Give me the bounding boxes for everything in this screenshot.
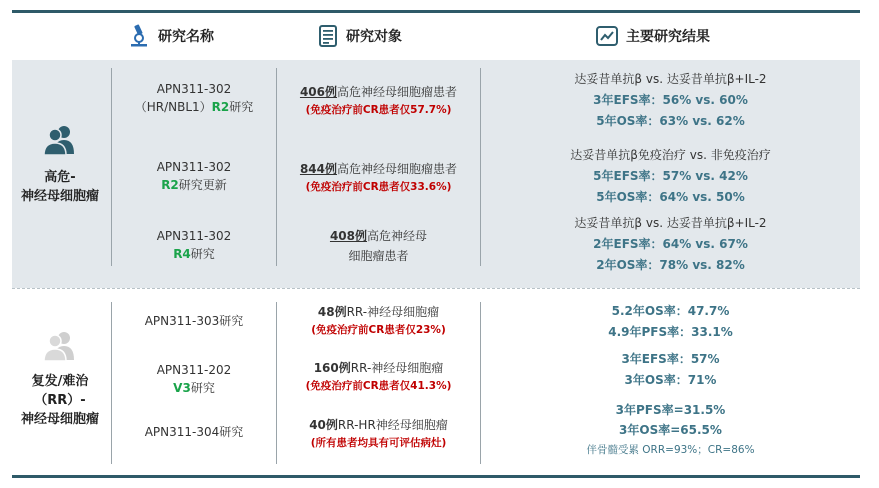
result-value: 3年EFS率：57%: [621, 352, 720, 366]
subject-text: RR-神经母细胞瘤: [346, 305, 440, 319]
result-value: 5.2年OS率：47.7%: [611, 304, 730, 318]
result-value: 3年OS率：71%: [624, 373, 717, 387]
study-name: [112, 80, 276, 116]
study-line: APN311-302: [156, 160, 232, 174]
subject-line: [277, 416, 480, 434]
subject-note: (所有患者均具有可评估病灶): [310, 437, 447, 449]
result-title: 达妥昔单抗β免疫治疗 vs. 非免疫治疗: [570, 148, 771, 162]
study-line: [112, 245, 276, 263]
study-subject: [277, 303, 480, 339]
result-value: 3年PFS率=31.5%: [615, 403, 726, 417]
result-value: 5年OS率：63% vs. 62%: [596, 114, 745, 128]
study-subject: [277, 227, 480, 265]
subject-line: [277, 359, 480, 377]
bottom-rule: [12, 475, 860, 478]
top-rule: [12, 10, 860, 13]
subject-text: RR-HR神经母细胞瘤: [337, 418, 448, 432]
study-results: [481, 69, 860, 132]
study-results: [481, 349, 860, 391]
header-main-results-label: 主要研究结果: [626, 29, 710, 45]
chart-icon: [596, 25, 618, 47]
study-line: APN311-302: [156, 229, 232, 243]
result-value: 5年OS率：64% vs. 50%: [596, 190, 745, 204]
study-line: APN311-303研究: [144, 314, 244, 328]
subject-note: (免疫治疗前CR患者仅33.6%): [305, 181, 452, 193]
study-results: [481, 400, 860, 460]
header-study-name-label: 研究名称: [158, 29, 214, 45]
study-line: [112, 379, 276, 397]
study-line-suffix: 研究更新: [178, 178, 227, 192]
subject-note: (免疫治疗前CR患者仅41.3%): [305, 380, 452, 392]
result-title: 达妥昔单抗β vs. 达妥昔单抗β+IL-2: [574, 72, 767, 86]
study-name: [112, 158, 276, 194]
microscope-icon: [128, 24, 150, 48]
study-results: [481, 213, 860, 276]
subject-text: 高危神经母细胞瘤患者: [337, 162, 458, 176]
study-arm-label: R4: [173, 247, 191, 261]
study-line: APN311-202: [156, 363, 232, 377]
group-relapsed-refractory: [12, 330, 108, 429]
study-line: APN311-304研究: [144, 425, 244, 439]
result-value: 2年EFS率：64% vs. 67%: [593, 237, 748, 251]
group-label: 神经母细胞瘤: [20, 412, 99, 427]
study-arm-label: R2: [161, 178, 179, 192]
study-line: [112, 176, 276, 194]
person-group-icon: [42, 124, 78, 156]
subject-count: 160例: [313, 361, 351, 375]
study-name: [112, 361, 276, 397]
subject-line: [277, 303, 480, 321]
result-value: 2年OS率：78% vs. 82%: [596, 258, 745, 272]
study-subject: [277, 416, 480, 452]
subject-text: 细胞瘤患者: [348, 249, 409, 263]
study-results: [481, 145, 860, 208]
study-line-suffix: 研究: [190, 247, 215, 261]
study-subject: [277, 359, 480, 395]
study-line-suffix: 研究: [229, 100, 254, 114]
subject-count: 408例: [329, 229, 368, 243]
subject-count: 844例: [299, 162, 338, 176]
subject-line: [277, 227, 480, 245]
header-main-results: [596, 14, 710, 58]
header-study-name: [128, 14, 214, 58]
result-note: 伴骨髓受累 ORR=93%；CR=86%: [586, 444, 755, 456]
subject-note: (免疫治疗前CR患者仅57.7%): [305, 104, 452, 116]
group-label: （RR）-: [34, 393, 86, 408]
subject-note: (免疫治疗前CR患者仅23%): [311, 324, 446, 336]
result-value: 3年OS率=65.5%: [619, 423, 722, 437]
study-name: [112, 312, 276, 330]
result-title: 达妥昔单抗β vs. 达妥昔单抗β+IL-2: [574, 216, 767, 230]
group-high-risk: [12, 124, 108, 206]
document-icon: [318, 24, 338, 48]
study-line-suffix: 研究: [190, 381, 215, 395]
subject-line: [277, 83, 480, 101]
study-arm-label: V3: [173, 381, 191, 395]
subject-text: RR-神经母细胞瘤: [350, 361, 444, 375]
section-divider: [12, 288, 860, 289]
subject-count: 40例: [309, 418, 338, 432]
study-subject: [277, 83, 480, 119]
subject-count: 48例: [317, 305, 347, 319]
group-label: 复发/难治: [31, 374, 89, 389]
study-arm-label: R2: [211, 100, 230, 114]
study-line: APN311-302: [156, 82, 232, 96]
study-results: [481, 301, 860, 343]
group-label: 神经母细胞瘤: [20, 189, 99, 204]
study-name: [112, 423, 276, 441]
group-label: 高危-: [44, 170, 76, 185]
header-study-subject-label: 研究对象: [346, 29, 402, 45]
subject-text: 高危神经母: [367, 229, 428, 243]
study-line-prefix: （HR/NBL1）: [134, 100, 212, 114]
subject-text: 高危神经母细胞瘤患者: [337, 85, 458, 99]
result-value: 5年EFS率：57% vs. 42%: [593, 169, 748, 183]
study-subject: [277, 160, 480, 196]
result-value: 3年EFS率：56% vs. 60%: [593, 93, 748, 107]
header-study-subject: [318, 14, 402, 58]
person-group-icon: [42, 330, 78, 362]
study-line: [112, 98, 276, 116]
subject-count: 406例: [299, 85, 338, 99]
result-value: 4.9年PFS率：33.1%: [608, 325, 733, 339]
subject-line: [277, 160, 480, 178]
study-name: [112, 227, 276, 263]
